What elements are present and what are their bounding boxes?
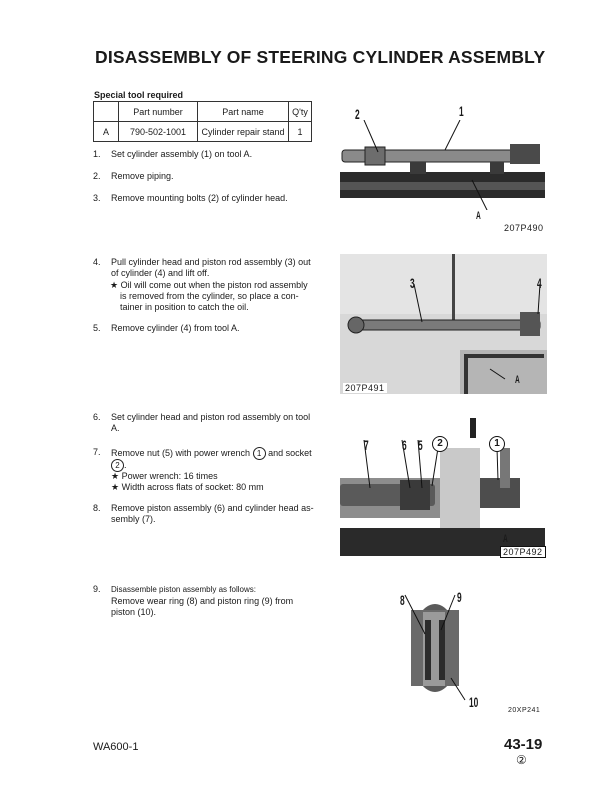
note-line: ★ Width across flats of socket: 80 mm <box>111 482 264 492</box>
step-number: 5. <box>93 323 101 333</box>
step-text: Remove mounting bolts (2) of cylinder head. <box>111 193 288 203</box>
callout-label: 8 <box>400 592 405 608</box>
note-line: is removed from the cylinder, so place a con- <box>120 291 299 301</box>
step-number: 9. <box>93 584 101 594</box>
footer-model: WA600-1 <box>93 741 139 753</box>
circled-number-1: 1 <box>253 447 266 460</box>
callout-label: 5 <box>418 437 423 453</box>
step-6 <box>93 412 313 436</box>
table-cell: 1 <box>289 122 312 142</box>
step-2 <box>93 171 313 183</box>
step-text: Remove wear ring (8) and piston ring (9) from <box>111 596 294 606</box>
note-line: ★ Oil will come out when the piston rod assembly <box>110 280 308 290</box>
callout-label: A <box>503 533 508 545</box>
step-text: A. <box>111 423 120 433</box>
figure-caption: 20XP241 <box>508 707 541 714</box>
page-title: DISASSEMBLY OF STEERING CYLINDER ASSEMBLY <box>95 47 546 67</box>
figure-caption: 207P492 <box>500 546 546 558</box>
step-4 <box>93 257 313 281</box>
step-number: 4. <box>93 257 101 267</box>
callout-label: 2 <box>355 106 360 122</box>
step-8 <box>93 503 313 527</box>
callout-label: 3 <box>410 275 415 291</box>
table-header-cell: Part name <box>198 102 289 122</box>
callout-circled: 1 <box>489 436 505 452</box>
figure-cylinder-on-stand <box>340 120 545 210</box>
cylinder-on-stand-illustration <box>340 120 545 210</box>
callout-label: 4 <box>537 275 542 291</box>
step-text: Set cylinder assembly (1) on tool A. <box>111 149 253 159</box>
callout-circled: 2 <box>432 436 448 452</box>
step-5 <box>93 323 313 335</box>
table-header-cell: Part number <box>119 102 198 122</box>
callout-label: A <box>476 210 481 222</box>
table-cell: A <box>94 122 119 142</box>
step-text-part: Remove nut (5) with power wrench <box>111 448 251 458</box>
piston-rings-illustration <box>395 590 475 705</box>
note-line: ★ Power wrench: 16 times <box>111 471 218 481</box>
step-number: 8. <box>93 503 101 513</box>
step-text: Set cylinder head and piston rod assembly on tool <box>111 412 311 422</box>
step-number: 7. <box>93 447 101 457</box>
note-tail: . <box>124 460 127 470</box>
step-text-part: and socket <box>268 448 312 458</box>
piston-rod-lift-illustration <box>340 254 547 394</box>
step-1 <box>93 149 313 161</box>
callout-label: 9 <box>457 589 462 605</box>
callout-label: A <box>515 374 520 386</box>
figure-piston-rod-lift <box>340 254 547 394</box>
note-line: tainer in position to catch the oil. <box>120 302 249 312</box>
step-text <box>111 447 312 460</box>
table-header-row <box>94 102 312 122</box>
step-text: Remove piston assembly (6) and cylinder head as- <box>111 503 314 513</box>
step-number: 2. <box>93 171 101 181</box>
circled-number-2: 2 <box>111 459 124 472</box>
special-tool-label: Special tool required <box>94 90 184 100</box>
step-text: piston (10). <box>111 607 157 617</box>
step-7 <box>93 447 313 459</box>
step-text: Disassemble piston assembly as follows: <box>111 585 256 594</box>
callout-label: 1 <box>459 103 464 119</box>
callout-label: 6 <box>402 437 407 453</box>
step-9 <box>93 584 313 620</box>
step-text: Remove piping. <box>111 171 174 181</box>
step-number: 1. <box>93 149 101 159</box>
callout-label: 7 <box>364 437 369 453</box>
page-number: 43-19 <box>504 736 543 753</box>
table-cell: Cylinder repair stand <box>198 122 289 142</box>
step-text: Remove cylinder (4) from tool A. <box>111 323 240 333</box>
revision-mark: ② <box>516 753 527 767</box>
step-number: 6. <box>93 412 101 422</box>
special-tool-table <box>93 101 312 142</box>
step-3 <box>93 193 313 205</box>
step-text: Pull cylinder head and piston rod assembly (3) out <box>111 257 311 267</box>
table-cell: 790-502-1001 <box>119 122 198 142</box>
table-row <box>94 122 312 142</box>
table-header-cell <box>94 102 119 122</box>
step-text: sembly (7). <box>111 514 156 524</box>
figure-piston-rings <box>395 590 475 705</box>
callout-label: 10 <box>469 694 479 710</box>
table-header-cell: Q'ty <box>289 102 312 122</box>
step-text: of cylinder (4) and lift off. <box>111 268 210 278</box>
step-number: 3. <box>93 193 101 203</box>
figure-caption: 207P490 <box>504 223 544 233</box>
figure-caption: 207P491 <box>345 383 385 393</box>
